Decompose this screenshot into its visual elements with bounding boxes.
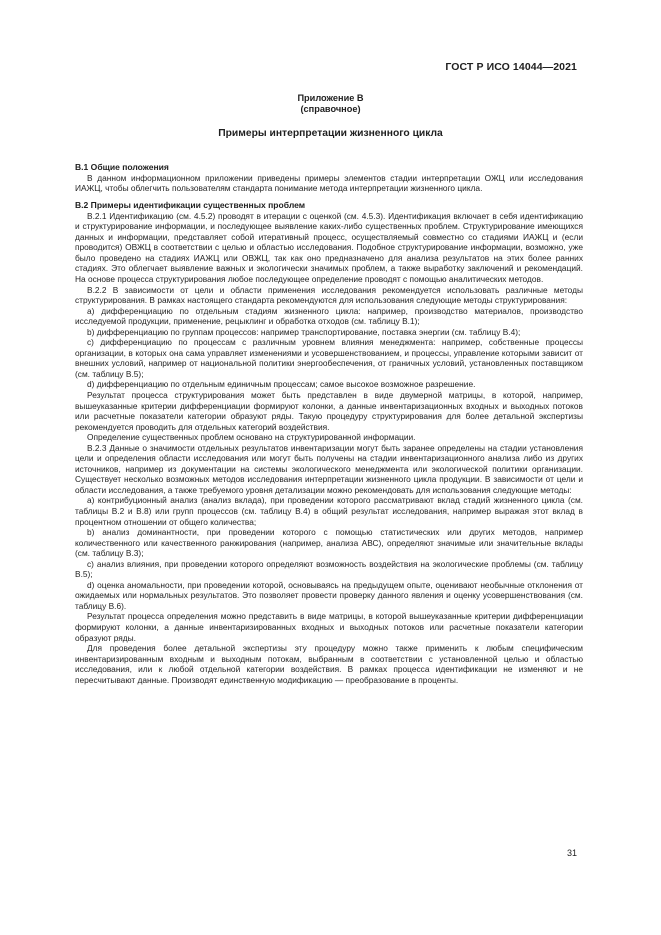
annex-header (0, 93, 661, 114)
list-item: b) дифференциацию по группам процессов: например транспортирование, поставка энергии (см. таблицу В.4); (87, 326, 521, 337)
paragraph: Результат процесса определения можно представить в виде матрицы, в которой вышеуказанные критерии дифференциации формируют колонки, а данные инвентаризированных входных и выходных потоков или расчетные показатели категории образуют ряды. (75, 611, 583, 643)
list-item: d) оценка аномальности, при проведении которой, основываясь на предыдущем опыте, оценивают необычные отклонения от ожидаемых или нормальных результатов. Это позволяет провести проверку данного явления и оценку усовершенствования (см. таблицу В.6). (75, 579, 583, 611)
page-number: 31 (566, 848, 577, 858)
paragraph: Для проведения более детальной экспертизы эту процедуру можно также применить к любым специфическим инвентаризированным входным и выходным потокам, выбранным в соответствии с установленной целью и областью исследования, или к любой отдельной категории воздействия. В рамках процесса идентификации не изменяют и не пересчитывают данные. Производят единственную модификацию — преобразование в проценты. (75, 643, 583, 685)
document-body (75, 162, 583, 685)
list-item: c) анализ влияния, при проведении которого определяют возможность воздействия на экологические проблемы (см. таблицу В.5); (75, 558, 583, 580)
annex-status: (справочное) (300, 103, 361, 114)
list-item: a) контрибуционный анализ (анализ вклада), при проведении которого рассматривают вклад стадий жизненного цикла (см. таблицы В.2 и В.8) или групп процессов (см. таблицу В.4) в общий результат исследования, например выражая этот вклад в процентном отношении от общего количества; (75, 495, 583, 527)
annex-label: Приложение В (297, 93, 364, 103)
list-item: b) анализ доминантности, при проведении которого с помощью статистических или других методов, например количественного или качественного ранжирования (например, анализа АВС), определяют значимые или значительные вклады (см. таблицу В.3); (75, 527, 583, 559)
section-heading: В.2 Примеры идентификации существенных проблем (75, 200, 306, 211)
paragraph: В данном информационном приложении приведены примеры элементов стадии интерпретации ОЖЦ или исследования ИАЖЦ, чтобы облегчить пользователям стандарта понимание метода интерпретации жизненного цикла. (75, 172, 583, 194)
annex-title: Примеры интерпретации жизненного цикла (218, 128, 443, 139)
paragraph: Результат процесса структурирования может быть представлен в виде двумерной матрицы, в которой, например, вышеуказанные критерии дифференциации формируют колонки, а данные инвентаризационных входных и выходных потоков или расчетные показатели категории образуют ряды. Такую процедуру структурирования для более детальной экспертизы рекомендуется проводить для отдельных категорий воздействия. (75, 389, 583, 432)
list-item: a) дифференциацию по отдельным стадиям жизненного цикла: например, производство материалов, производство исследуемой продукции, применение, рецыклинг и обработка отходов (см. таблицу В.1); (75, 305, 583, 327)
list-item: d) дифференциацию по отдельным единичным процессам; самое высокое возможное разрешение. (87, 379, 476, 390)
standard-code: ГОСТ Р ИСО 14044—2021 (445, 61, 577, 73)
section-heading: В.1 Общие положения (75, 162, 169, 172)
paragraph: В.2.3 Данные о значимости отдельных результатов инвентаризации могут быть заранее определены на стадии установления цели и определения области исследования или могут быть получены на стадии инвентаризационного анализа либо из других источников, например из документации на системы экологического менеджмента или экологической политики организации. Существует несколько возможных методов исследования интерпретации жизненного цикла продукции. В зависимости от цели и области исследования, а также требуемого уровня детализации можно рекомендовать для использования следующие методы: (75, 442, 583, 495)
paragraph: Определение существенных проблем основано на структурированной информации. (87, 432, 416, 443)
paragraph: В.2.1 Идентификацию (см. 4.5.2) проводят в итерации с оценкой (см. 4.5.3). Идентификация включает в себя идентификацию и структурирование информации, и последующее выявление каких-либо существенных проблем. Структурирование имеющихся данных и информации, представляет собой итеративный процесс, осуществляемый совместно со стадиями ИАЖЦ и (если проводится) ОВЖЦ в соответствии с целью и областью исследования. Подобное структурирование информации, возможно, уже было проведено на стадиях ИАЖЦ или ОВЖЦ, так как оно предназначено для анализа результатов на этих более ранних стадиях. Это облегчает выявление важных и экологически значимых проблем, а также выработку заключений и рекомендаций. На основе процесса структурирования любое последующее определение проводят с помощью аналитических методов. (75, 210, 583, 284)
paragraph: В.2.2 В зависимости от цели и области применения исследования рекомендуется использовать различные методы структурирования. В рамках настоящего стандарта рекомендуются для использования следующие методы структурирования: (75, 284, 583, 306)
list-item: c) дифференциацию по процессам с различным уровнем влияния менеджмента: например, собственные процессы организации, в которых она сама управляет изменениями и усовершенствованием, и процессы, управление которыми зависит от внешних условий, например от национальной политики энергообеспечения, от граничных условий, установленных поставщиком (см. таблицу В.5); (75, 337, 583, 379)
